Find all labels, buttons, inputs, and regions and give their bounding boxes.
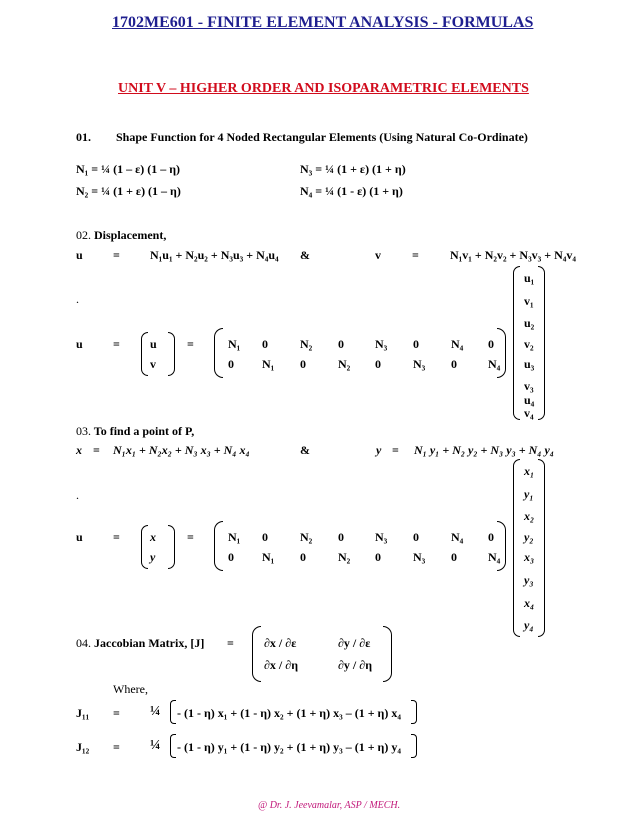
matrix-cell: 0	[300, 357, 306, 371]
u-expression: N₁u₁ + N₂u₂ + N₃u₃ + N₄u₄	[150, 248, 279, 262]
jacobian-cell: ∂y / ∂ε	[338, 636, 371, 650]
matrix-bracket-right	[497, 521, 506, 571]
column-entry: v₄	[524, 406, 534, 420]
matrix-cell: N₄	[451, 530, 464, 544]
matrix-bracket-left	[214, 521, 223, 571]
column-entry: u₂	[524, 316, 535, 330]
vector-bracket-right	[168, 332, 175, 376]
lhs-u: u	[76, 248, 83, 262]
bracket-right	[411, 734, 417, 758]
page-title: 1702ME601 - FINITE ELEMENT ANALYSIS - FORMULAS	[112, 14, 534, 31]
column-bracket-left	[513, 266, 520, 420]
section-number: 01.	[76, 130, 91, 144]
vector-x: x	[150, 530, 156, 544]
shape-fn-n1: N₁ = ¼ (1 – ε) (1 – η)	[76, 162, 181, 176]
lhs-u: u	[76, 337, 83, 351]
matrix-bracket-left	[214, 328, 223, 378]
matrix-cell: 0	[262, 337, 268, 351]
lhs-v: v	[375, 248, 381, 262]
column-entry: x₂	[524, 509, 535, 523]
lhs-y: y	[376, 443, 382, 457]
matrix-cell: N₃	[375, 530, 388, 544]
section-heading: Shape Function for 4 Noded Rectangular Elements (Using Natural Co-Ordinate)	[116, 130, 528, 144]
equals: =	[187, 337, 194, 351]
bracket-left	[170, 734, 176, 758]
lhs-u: u	[76, 530, 83, 544]
column-entry: y₁	[524, 487, 534, 501]
equals: =	[93, 443, 100, 457]
matrix-cell: N₃	[375, 337, 388, 351]
column-entry: v₁	[524, 294, 534, 308]
unit-title: UNIT V – HIGHER ORDER AND ISOPARAMETRIC ELEMENTS	[118, 81, 529, 96]
vector-u: u	[150, 337, 157, 351]
matrix-bracket-right	[497, 328, 506, 378]
j12-expression: - (1 - η) y₁ + (1 - η) y₂ + (1 + η) y₃ – (1 + η) y₄	[177, 740, 401, 754]
dot: .	[76, 488, 79, 502]
matrix-cell: 0	[300, 550, 306, 564]
column-entry: y₃	[524, 573, 534, 587]
column-entry: v₃	[524, 379, 534, 393]
lhs-x: x	[76, 443, 82, 457]
j11-expression: - (1 - η) x₁ + (1 - η) x₂ + (1 + η) x₃ – (1 + η) x₄	[177, 706, 401, 720]
matrix-cell: 0	[338, 530, 344, 544]
where-label: Where,	[113, 682, 148, 696]
matrix-cell: N₂	[338, 357, 351, 371]
matrix-cell: N₃	[413, 550, 426, 564]
matrix-cell: N₁	[228, 530, 241, 544]
jacobian-cell: ∂x / ∂ε	[264, 636, 297, 650]
vector-bracket-right	[168, 525, 175, 569]
column-entry: y₂	[524, 530, 534, 544]
column-bracket-left	[513, 459, 520, 637]
matrix-cell: 0	[228, 550, 234, 564]
matrix-cell: 0	[228, 357, 234, 371]
column-bracket-right	[538, 266, 545, 420]
matrix-cell: 0	[375, 357, 381, 371]
matrix-cell: 0	[375, 550, 381, 564]
vector-v: v	[150, 357, 156, 371]
equals: =	[113, 706, 120, 720]
shape-fn-n4: N₄ = ¼ (1 - ε) (1 + η)	[300, 184, 403, 198]
jacobian-cell: ∂y / ∂η	[338, 658, 373, 672]
section-number: 04.	[76, 636, 91, 650]
matrix-cell: N₄	[488, 357, 501, 371]
column-entry: u₃	[524, 357, 535, 371]
matrix-cell: N₂	[300, 530, 313, 544]
section-number: 03.	[76, 424, 91, 438]
column-bracket-right	[538, 459, 545, 637]
matrix-cell: 0	[413, 337, 419, 351]
matrix-cell: 0	[451, 550, 457, 564]
x-expression: N₁x₁ + N₂x₂ + N₃ x₃ + N₄ x₄	[113, 443, 250, 457]
matrix-cell: N₁	[228, 337, 241, 351]
equals: =	[412, 248, 419, 262]
matrix-cell: 0	[451, 357, 457, 371]
quarter: ¼	[150, 704, 161, 719]
column-entry: x₄	[524, 596, 535, 610]
vector-bracket-left	[141, 332, 148, 376]
section-number: 02.	[76, 228, 91, 242]
dot: .	[76, 292, 79, 306]
ampersand: &	[300, 248, 310, 262]
matrix-cell: N₁	[262, 550, 275, 564]
bracket-left	[170, 700, 176, 724]
matrix-cell: N₄	[488, 550, 501, 564]
matrix-cell: 0	[488, 530, 494, 544]
matrix-cell: N₂	[300, 337, 313, 351]
column-entry: y₄	[524, 618, 534, 632]
section-heading: To find a point of P,	[93, 424, 195, 438]
matrix-cell: 0	[262, 530, 268, 544]
equals: =	[227, 636, 234, 650]
jacobian-cell: ∂x / ∂η	[264, 658, 299, 672]
column-entry: x₃	[524, 550, 535, 564]
shape-fn-n3: N₃ = ¼ (1 + ε) (1 + η)	[300, 162, 406, 176]
column-entry: x₁	[524, 464, 535, 478]
section-heading: Jaccobian Matrix, [J]	[94, 636, 205, 650]
matrix-cell: N₄	[451, 337, 464, 351]
shape-fn-n2: N₂ = ¼ (1 + ε) (1 – η)	[76, 184, 181, 198]
matrix-cell: 0	[338, 337, 344, 351]
equals: =	[187, 530, 194, 544]
matrix-cell: N₂	[338, 550, 351, 564]
equals: =	[113, 337, 120, 351]
matrix-cell: N₁	[262, 357, 275, 371]
column-entry: u₄	[524, 393, 535, 407]
equals: =	[113, 530, 120, 544]
column-entry: v₂	[524, 337, 534, 351]
vector-y: y	[150, 550, 156, 564]
j11-label: J₁₁	[76, 706, 90, 720]
matrix-cell: N₃	[413, 357, 426, 371]
section-heading: Displacement,	[94, 228, 167, 242]
matrix-cell: 0	[413, 530, 419, 544]
equals: =	[113, 740, 120, 754]
matrix-bracket-left	[252, 626, 261, 682]
equals: =	[113, 248, 120, 262]
ampersand: &	[300, 443, 310, 457]
vector-bracket-left	[141, 525, 148, 569]
matrix-cell: 0	[488, 337, 494, 351]
y-expression: N₁ y₁ + N₂ y₂ + N₃ y₃ + N₄ y₄	[414, 443, 554, 457]
equals: =	[392, 443, 399, 457]
footer: @ Dr. J. Jeevamalar, ASP / MECH.	[258, 800, 401, 811]
column-entry: u₁	[524, 271, 535, 285]
matrix-bracket-right	[383, 626, 392, 682]
j12-label: J₁₂	[76, 740, 90, 754]
v-expression: N₁v₁ + N₂v₂ + N₃v₃ + N₄v₄	[450, 248, 576, 262]
quarter: ¼	[150, 738, 161, 753]
bracket-right	[411, 700, 417, 724]
